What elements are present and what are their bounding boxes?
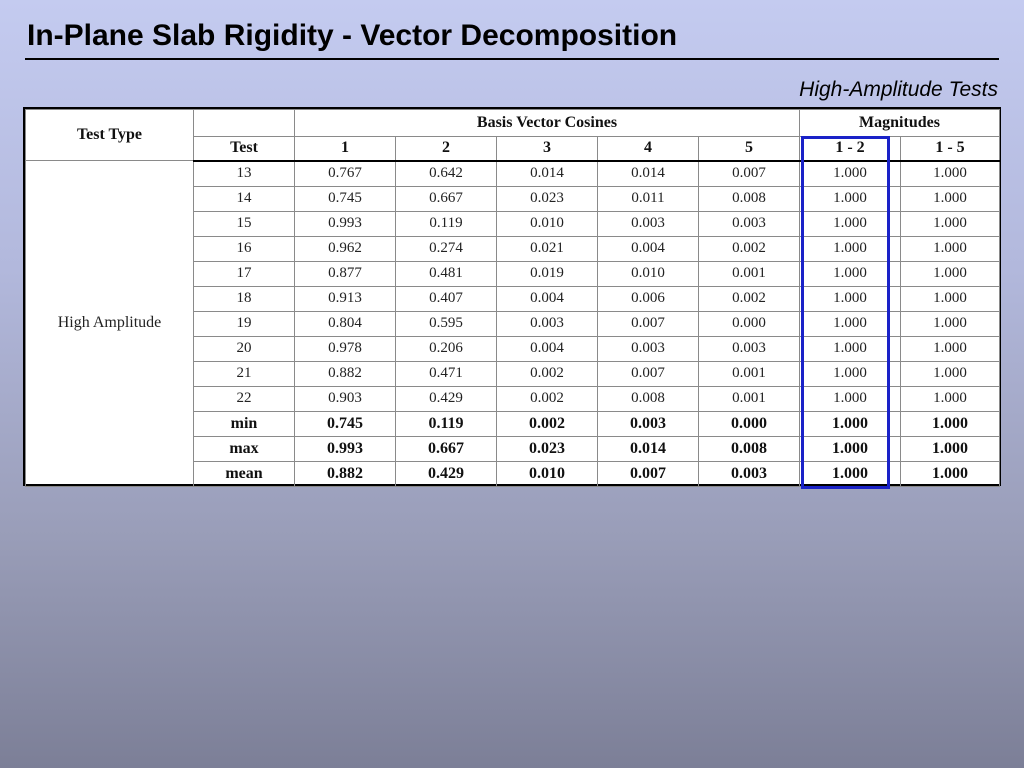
cell-test: min xyxy=(194,411,295,436)
cell-basis-1: 0.882 xyxy=(295,361,396,386)
cell-basis-2: 0.667 xyxy=(396,186,497,211)
cell-basis-5: 0.003 xyxy=(699,461,800,486)
cell-basis-5: 0.001 xyxy=(699,261,800,286)
header-magnitude-1-5: 1 - 5 xyxy=(901,137,1000,161)
cell-basis-3: 0.010 xyxy=(497,211,598,236)
cell-magnitude-1-2: 1.000 xyxy=(800,411,901,436)
cell-magnitude-1-5: 1.000 xyxy=(901,236,1000,261)
cell-basis-4: 0.007 xyxy=(598,311,699,336)
cell-basis-3: 0.002 xyxy=(497,411,598,436)
cell-magnitude-1-5: 1.000 xyxy=(901,186,1000,211)
cell-basis-3: 0.002 xyxy=(497,361,598,386)
data-table xyxy=(25,109,1000,487)
cell-test: 21 xyxy=(194,361,295,386)
cell-basis-1: 0.804 xyxy=(295,311,396,336)
cell-test: 13 xyxy=(194,161,295,187)
cell-basis-1: 0.903 xyxy=(295,386,396,411)
table-body xyxy=(26,161,1000,487)
cell-test: max xyxy=(194,436,295,461)
cell-test: 16 xyxy=(194,236,295,261)
header-basis-vector-cosines: Basis Vector Cosines xyxy=(295,110,800,137)
cell-basis-3: 0.010 xyxy=(497,461,598,486)
cell-magnitude-1-5: 1.000 xyxy=(901,161,1000,187)
cell-magnitude-1-5: 1.000 xyxy=(901,286,1000,311)
cell-basis-2: 0.481 xyxy=(396,261,497,286)
cell-magnitude-1-2: 1.000 xyxy=(800,186,901,211)
cell-basis-5: 0.002 xyxy=(699,286,800,311)
cell-basis-1: 0.882 xyxy=(295,461,396,486)
slide-subtitle: High-Amplitude Tests xyxy=(799,78,998,101)
cell-basis-4: 0.010 xyxy=(598,261,699,286)
header-blank xyxy=(194,110,295,137)
header-basis-2: 2 xyxy=(396,137,497,161)
cell-basis-4: 0.006 xyxy=(598,286,699,311)
cell-magnitude-1-5: 1.000 xyxy=(901,361,1000,386)
vector-decomposition-table xyxy=(23,107,1001,486)
cell-basis-2: 0.206 xyxy=(396,336,497,361)
cell-magnitude-1-5: 1.000 xyxy=(901,411,1000,436)
cell-basis-5: 0.008 xyxy=(699,186,800,211)
cell-test: 22 xyxy=(194,386,295,411)
cell-basis-1: 0.993 xyxy=(295,211,396,236)
cell-basis-5: 0.001 xyxy=(699,386,800,411)
cell-basis-4: 0.007 xyxy=(598,461,699,486)
cell-basis-2: 0.119 xyxy=(396,411,497,436)
cell-basis-1: 0.767 xyxy=(295,161,396,187)
cell-test: 19 xyxy=(194,311,295,336)
cell-basis-2: 0.274 xyxy=(396,236,497,261)
cell-basis-5: 0.008 xyxy=(699,436,800,461)
cell-magnitude-1-2: 1.000 xyxy=(800,386,901,411)
cell-basis-2: 0.407 xyxy=(396,286,497,311)
cell-basis-5: 0.000 xyxy=(699,311,800,336)
cell-test: 17 xyxy=(194,261,295,286)
cell-basis-2: 0.429 xyxy=(396,386,497,411)
cell-basis-3: 0.014 xyxy=(497,161,598,187)
slide-title: In-Plane Slab Rigidity - Vector Decomposition xyxy=(27,19,678,52)
cell-basis-4: 0.011 xyxy=(598,186,699,211)
cell-basis-2: 0.471 xyxy=(396,361,497,386)
cell-magnitude-1-2: 1.000 xyxy=(800,211,901,236)
title-underline xyxy=(25,58,999,60)
cell-test: 14 xyxy=(194,186,295,211)
header-basis-3: 3 xyxy=(497,137,598,161)
cell-basis-3: 0.021 xyxy=(497,236,598,261)
cell-basis-5: 0.000 xyxy=(699,411,800,436)
cell-basis-1: 0.962 xyxy=(295,236,396,261)
cell-basis-3: 0.023 xyxy=(497,186,598,211)
cell-magnitude-1-2: 1.000 xyxy=(800,461,901,486)
cell-basis-3: 0.004 xyxy=(497,336,598,361)
cell-magnitude-1-5: 1.000 xyxy=(901,436,1000,461)
cell-magnitude-1-5: 1.000 xyxy=(901,311,1000,336)
cell-basis-5: 0.003 xyxy=(699,211,800,236)
cell-basis-2: 0.642 xyxy=(396,161,497,187)
header-basis-1: 1 xyxy=(295,137,396,161)
cell-magnitude-1-2: 1.000 xyxy=(800,161,901,187)
cell-basis-1: 0.877 xyxy=(295,261,396,286)
cell-basis-4: 0.003 xyxy=(598,411,699,436)
test-type-cell: High Amplitude xyxy=(26,161,194,487)
cell-basis-5: 0.001 xyxy=(699,361,800,386)
header-basis-5: 5 xyxy=(699,137,800,161)
cell-magnitude-1-5: 1.000 xyxy=(901,261,1000,286)
cell-magnitude-1-5: 1.000 xyxy=(901,461,1000,486)
cell-basis-2: 0.595 xyxy=(396,311,497,336)
cell-basis-1: 0.745 xyxy=(295,411,396,436)
cell-basis-3: 0.002 xyxy=(497,386,598,411)
cell-test: mean xyxy=(194,461,295,486)
cell-magnitude-1-2: 1.000 xyxy=(800,311,901,336)
cell-magnitude-1-2: 1.000 xyxy=(800,436,901,461)
cell-basis-1: 0.993 xyxy=(295,436,396,461)
header-test: Test xyxy=(194,137,295,161)
cell-basis-1: 0.745 xyxy=(295,186,396,211)
cell-test: 18 xyxy=(194,286,295,311)
cell-magnitude-1-5: 1.000 xyxy=(901,336,1000,361)
cell-basis-3: 0.004 xyxy=(497,286,598,311)
cell-basis-4: 0.004 xyxy=(598,236,699,261)
cell-basis-4: 0.014 xyxy=(598,436,699,461)
cell-basis-3: 0.019 xyxy=(497,261,598,286)
header-test-type: Test Type xyxy=(26,110,194,161)
cell-basis-4: 0.007 xyxy=(598,361,699,386)
cell-basis-5: 0.003 xyxy=(699,336,800,361)
header-magnitude-1-2: 1 - 2 xyxy=(800,137,901,161)
cell-test: 20 xyxy=(194,336,295,361)
cell-basis-5: 0.002 xyxy=(699,236,800,261)
table-row xyxy=(26,161,1000,187)
cell-magnitude-1-2: 1.000 xyxy=(800,261,901,286)
cell-basis-3: 0.003 xyxy=(497,311,598,336)
cell-basis-4: 0.003 xyxy=(598,211,699,236)
cell-magnitude-1-2: 1.000 xyxy=(800,236,901,261)
cell-basis-4: 0.008 xyxy=(598,386,699,411)
cell-test: 15 xyxy=(194,211,295,236)
cell-basis-4: 0.014 xyxy=(598,161,699,187)
cell-basis-2: 0.429 xyxy=(396,461,497,486)
cell-basis-5: 0.007 xyxy=(699,161,800,187)
cell-basis-1: 0.978 xyxy=(295,336,396,361)
header-magnitudes: Magnitudes xyxy=(800,110,1000,137)
cell-magnitude-1-5: 1.000 xyxy=(901,211,1000,236)
cell-magnitude-1-5: 1.000 xyxy=(901,386,1000,411)
cell-magnitude-1-2: 1.000 xyxy=(800,336,901,361)
cell-basis-4: 0.003 xyxy=(598,336,699,361)
cell-basis-2: 0.667 xyxy=(396,436,497,461)
cell-basis-3: 0.023 xyxy=(497,436,598,461)
header-basis-4: 4 xyxy=(598,137,699,161)
cell-basis-2: 0.119 xyxy=(396,211,497,236)
cell-magnitude-1-2: 1.000 xyxy=(800,361,901,386)
cell-magnitude-1-2: 1.000 xyxy=(800,286,901,311)
cell-basis-1: 0.913 xyxy=(295,286,396,311)
